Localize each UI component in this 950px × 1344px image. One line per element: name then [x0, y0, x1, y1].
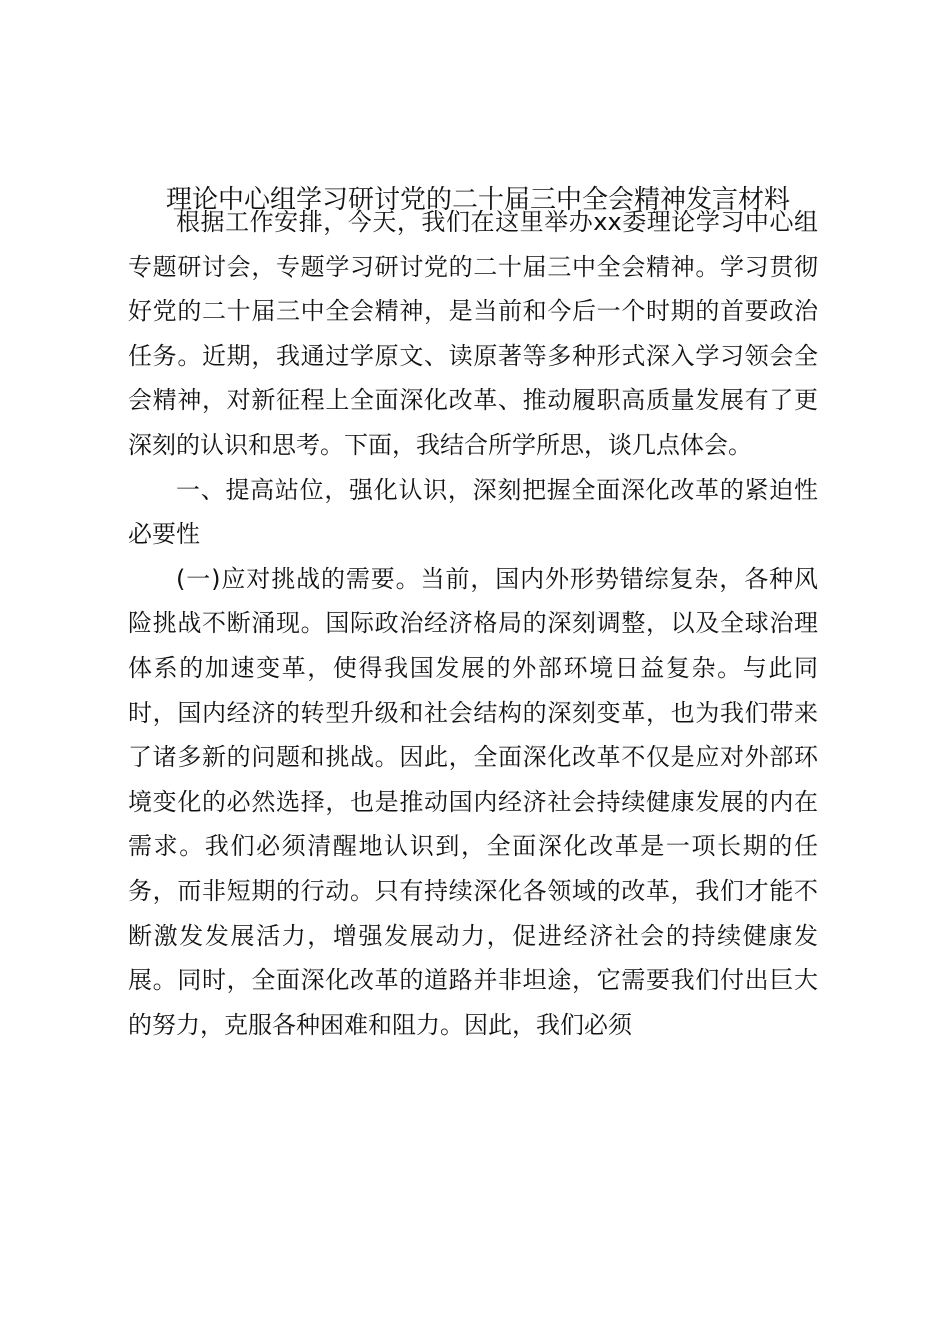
document-title: 理论中心组学习研讨党的二十届三中全会精神发言材料 [165, 185, 790, 215]
document-body [128, 200, 818, 1047]
body-paragraph: (一)应对挑战的需要。当前，国内外形势错综复杂，各种风险挑战不断涌现。国际政治经济格局的深刻调整，以及全球治理体系的加速变革，使得我国发展的外部环境日益复杂。与此同时，国内经济的转型升级和社会结构的深刻变革，也为我们带来了诸多新的问题和挑战。因此，全面深化改革不仅是应对外部环境变化的必然选择，也是推动国内经济社会持续健康发展的内在需求。我们必须清醒地认识到，全面深化改革是一项长期的任务，而非短期的行动。只有持续深化各领域的改革，我们才能不断激发发展活力，增强发展动力，促进经济社会的持续健康发展。同时，全面深化改革的道路并非坦途，它需要我们付出巨大的努力，克服各种困难和阻力。因此，我们必须 [128, 564, 818, 1039]
intro-paragraph: 根据工作安排，今天，我们在这里举办xx委理论学习中心组专题研讨会，专题学习研讨党的二十届三中全会精神。学习贯彻好党的二十届三中全会精神，是当前和今后一个时期的首要政治任务。近期，我通过学原文、读原著等多种形式深入学习领会全会精神，对新征程上全面深化改革、推动履职高质量发展有了更深刻的认识和思考。下面，我结合所学所思，谈几点体会。 [128, 208, 818, 459]
section-heading: 一、提高站位，强化认识，深刻把握全面深化改革的紧迫性必要性 [128, 475, 818, 549]
